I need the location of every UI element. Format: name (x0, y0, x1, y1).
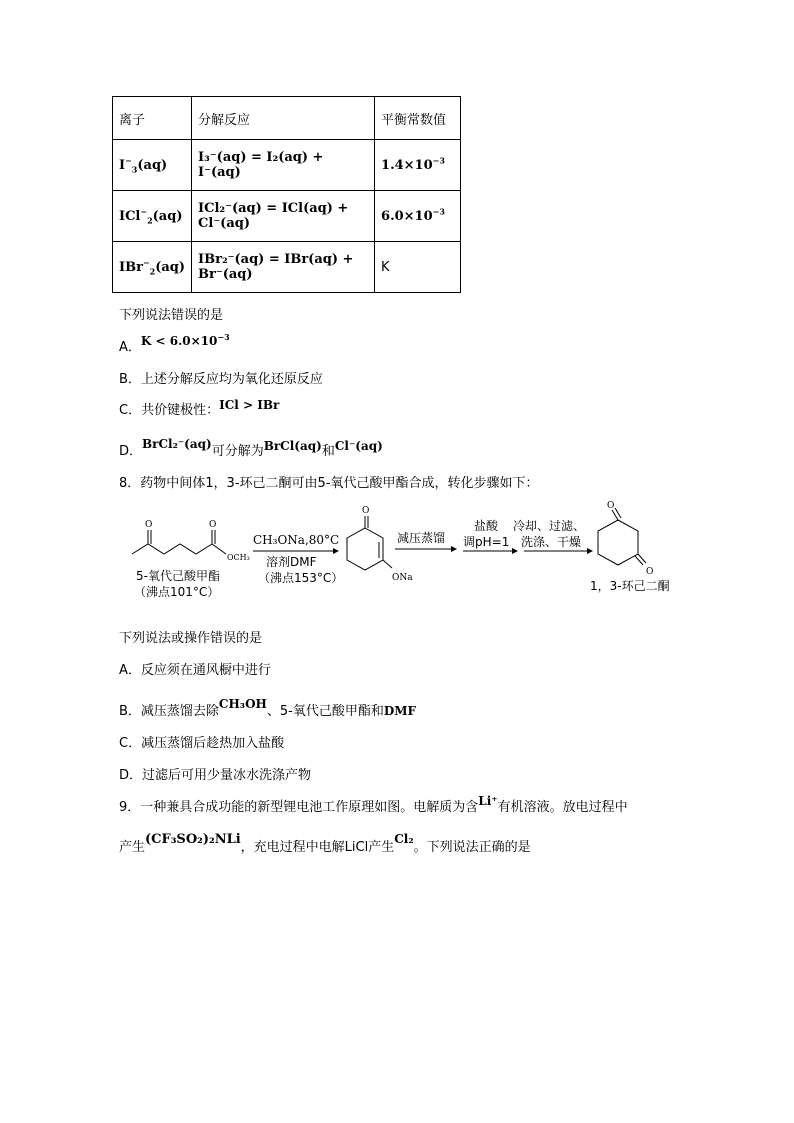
start-bp: （沸点101°C） (134, 585, 220, 599)
k-cell: K (375, 242, 461, 293)
ona-label: ONa (392, 573, 413, 583)
q7-option-d: D．BrCl₂⁻(aq)可分解为BrCl(aq)和Cl⁻(aq) (119, 437, 383, 459)
ion-cell: ICl−$_2$(aq) (113, 191, 192, 242)
q9-line2: 产生(CF₃SO₂)₂NLi，充电过程中电解LiCl产生Cl₂。下列说法正确的是 (119, 832, 531, 855)
reaction-cell: IBr₂⁻(aq) = IBr(aq) + Br⁻(aq) (192, 242, 375, 293)
arrow3-top: 盐酸 (474, 519, 499, 533)
start-molecule (132, 530, 226, 554)
o-label: O (145, 520, 153, 530)
q8-stem: 8．药物中间体1，3-环己二酮可由5-氧代己酸甲酯合成，转化步骤如下： (119, 476, 539, 491)
start-name: 5-氧代己酸甲酯 (136, 569, 220, 583)
arrow1-head (333, 548, 339, 554)
arrow3-bot: 调pH=1 (463, 535, 510, 549)
arrow4-bot: 洗涤、干燥 (521, 535, 582, 549)
arrow3-head (512, 548, 518, 554)
arrow4-top: 冷却、过滤、 (513, 519, 586, 533)
arrow2-label: 减压蒸馏 (397, 531, 446, 545)
reaction-cell: ICl₂⁻(aq) = ICl(aq) + Cl⁻(aq) (192, 191, 375, 242)
arrow4-head (587, 548, 593, 554)
o-label: O (607, 501, 615, 511)
q7-option-a: A．$K < 6.0\times 10^{-3}$ (119, 332, 230, 355)
equilibrium-table (112, 96, 461, 293)
q8-stem2: 下列说法或操作错误的是 (119, 631, 263, 646)
header-k: 平衡常数值 (375, 97, 461, 140)
product-name: 1，3-环己二酮 (590, 579, 670, 593)
q8-option-a: A．反应须在通风橱中进行 (119, 663, 271, 678)
reaction-cell: I₃⁻(aq) = I₂(aq) + I⁻(aq) (192, 140, 375, 191)
q7-option-b: B．上述分解反应均为氧化还原反应 (119, 372, 323, 387)
q8-option-b: B．减压蒸馏去除CH₃OH、5-氧代己酸甲酯和DMF (119, 697, 417, 719)
header-reaction: 分解反应 (192, 97, 375, 140)
arrow1-mid: 溶剂DMF (266, 555, 317, 569)
product-molecule (598, 508, 646, 565)
q7-option-c: C．共价键极性：ICl > IBr (119, 398, 280, 418)
q8-option-c: C．减压蒸馏后趁热加入盐酸 (119, 736, 285, 751)
ion-cell: IBr−$_2$(aq) (113, 242, 192, 293)
ion-cell: $I^-_3(aq)$ (113, 140, 192, 191)
o-label: O (362, 506, 370, 516)
ester-label: OCH₃ (227, 553, 250, 562)
arrow1-bot: （沸点153°C） (258, 571, 344, 585)
q7-stem: 下列说法错误的是 (119, 308, 224, 323)
reaction-scheme (120, 500, 680, 610)
o-label: O (646, 567, 654, 577)
intermediate-molecule (347, 516, 392, 570)
o-label: O (209, 520, 217, 530)
arrow1-top: CH₃ONa,80°C (253, 533, 340, 547)
arrow2-head (451, 546, 457, 552)
header-ion: 离子 (113, 97, 192, 140)
q9-line1: 9．一种兼具合成功能的新型锂电池工作原理如图。电解质为含Li⁺有机溶液。放电过程中 (119, 794, 628, 815)
k-cell: $6.0\times 10^{-3}$ (375, 191, 461, 242)
k-cell: $1.4\times 10^{-3}$ (375, 140, 461, 191)
q8-option-d: D．过滤后可用少量冰水洗涤产物 (119, 768, 312, 783)
